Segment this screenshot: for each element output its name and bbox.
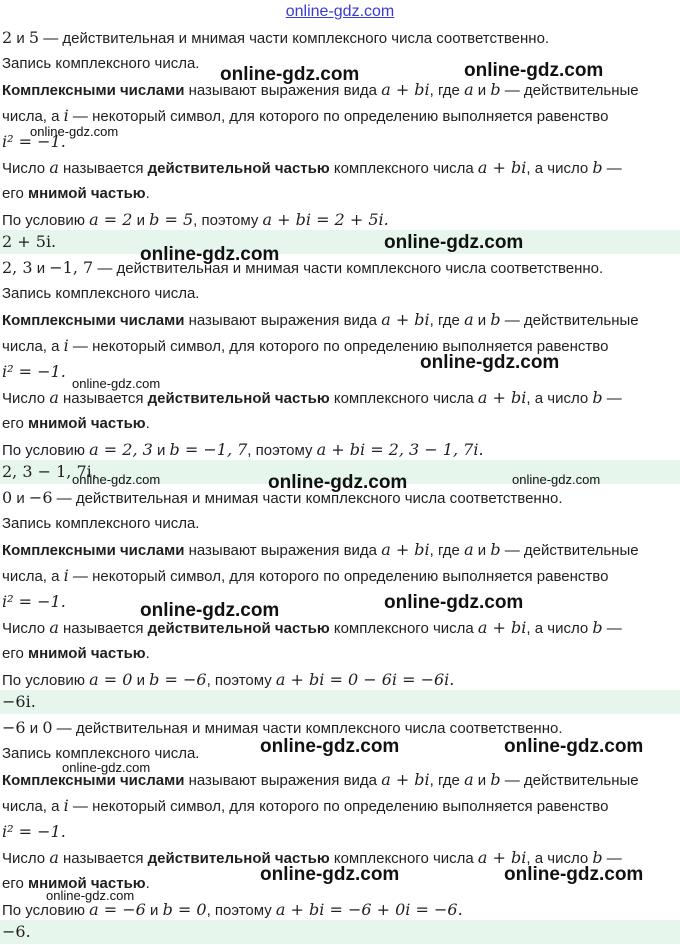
definition-text: — некоторый символ, для которого по определению выполняется равенство — [68, 798, 609, 815]
conjunction: и — [473, 312, 491, 329]
answer-box — [0, 230, 680, 254]
definition-text: числа, а — [2, 568, 64, 585]
conjunction: и — [12, 490, 29, 507]
real-part-text: комплексного числа — [329, 620, 478, 637]
watermark: online-gdz.com — [384, 592, 524, 613]
imag-part-term: мнимой частью — [28, 645, 146, 662]
imaginary-unit-equation: i² = −1. — [2, 132, 66, 151]
definition-text: , где — [429, 312, 465, 329]
definition-text: — действительные — [500, 772, 639, 789]
imaginary-unit-equation: i² = −1. — [2, 592, 66, 611]
real-part-text: , а число — [526, 390, 593, 407]
watermark: online-gdz.com — [46, 888, 135, 903]
real-part-text: называется — [58, 620, 148, 637]
definition-text: , где — [429, 542, 465, 559]
watermark: online-gdz.com — [72, 472, 161, 487]
var-b: b — [592, 618, 603, 637]
var-b: b — [592, 158, 603, 177]
watermark: online-gdz.com — [72, 376, 161, 391]
imag-part-text: его — [2, 185, 28, 202]
definition-term: Комплексными числами — [2, 542, 185, 559]
real-part-value: −6 — [2, 718, 26, 737]
real-part-text: , а число — [526, 160, 593, 177]
var-a: a — [464, 770, 474, 789]
text-line — [2, 184, 150, 204]
imag-part-value: 0 — [42, 718, 53, 737]
condition-text: , поэтому — [206, 672, 276, 689]
watermark: online-gdz.com — [260, 864, 400, 885]
real-part-text: — — [602, 160, 622, 177]
real-part-text: — — [602, 850, 622, 867]
conjunction: и — [32, 260, 50, 277]
real-part-text: называется — [58, 390, 148, 407]
conjunction: и — [152, 442, 170, 459]
condition-text: По условию — [2, 902, 90, 919]
text-line — [2, 210, 389, 231]
text-line — [2, 414, 150, 434]
condition-text: По условию — [2, 672, 90, 689]
definition-text: числа, а — [2, 798, 64, 815]
real-part-text: Число — [2, 850, 50, 867]
imag-part-term: мнимой частью — [28, 185, 146, 202]
real-part-term: действительной частью — [147, 620, 330, 637]
real-part-term: действительной частью — [147, 850, 330, 867]
imaginary-unit-equation: i² = −1. — [2, 822, 66, 841]
var-b: b — [490, 540, 501, 559]
record-heading: Запись комплексного числа. — [2, 55, 200, 72]
formula: a + bi — [381, 310, 430, 329]
imag-part-term: мнимой частью — [28, 875, 146, 892]
watermark: online-gdz.com — [512, 472, 601, 487]
watermark: online-gdz.com — [220, 64, 360, 85]
definition-term: Комплексными числами — [2, 772, 185, 789]
formula: a + bi — [381, 770, 430, 789]
imag-part-text: его — [2, 415, 28, 432]
definition-text: числа, а — [2, 338, 64, 355]
conjunction: и — [132, 212, 150, 229]
definition-text: , где — [429, 82, 465, 99]
watermark: online-gdz.com — [260, 736, 400, 757]
text-line — [2, 670, 454, 691]
watermark: online-gdz.com — [268, 472, 408, 493]
text-line — [2, 796, 608, 817]
var-i: i — [63, 796, 69, 815]
condition-b: b = 0 — [162, 900, 207, 919]
condition-result: a + bi = 2, 3 − 1, 7i. — [316, 440, 484, 459]
real-part-value: 2, 3 — [2, 258, 33, 277]
real-part-text: называется — [58, 160, 148, 177]
answer-value: −6. — [2, 922, 31, 941]
real-part-text: — — [602, 390, 622, 407]
var-a: a — [464, 540, 474, 559]
watermark: online-gdz.com — [420, 352, 560, 373]
text-line — [2, 362, 66, 383]
real-part-text: Число — [2, 160, 50, 177]
imaginary-unit-equation: i² = −1. — [2, 362, 66, 381]
definition-text: — некоторый символ, для которого по определению выполняется равенство — [68, 108, 609, 125]
definition-text: называют выражения вида — [184, 82, 382, 99]
real-part-text: Число — [2, 620, 50, 637]
text-line — [2, 566, 608, 587]
real-part-value: 2 — [2, 28, 13, 47]
definition-text: называют выражения вида — [184, 542, 382, 559]
punctuation: . — [145, 185, 150, 202]
intro-text: — действительная и мнимая части комплексного числа соответственно. — [93, 260, 604, 277]
formula: a + bi — [477, 158, 527, 177]
watermark: online-gdz.com — [62, 760, 151, 775]
record-heading: Запись комплексного числа. — [2, 745, 200, 762]
record-heading: Запись комплексного числа. — [2, 285, 200, 302]
real-part-text: называется — [58, 850, 148, 867]
condition-a: a = 2, 3 — [89, 440, 153, 459]
condition-b: b = −1, 7 — [169, 440, 248, 459]
watermark: online-gdz.com — [384, 232, 524, 253]
watermark: online-gdz.com — [504, 736, 644, 757]
real-part-text: — — [602, 620, 622, 637]
condition-a: a = −6 — [89, 900, 146, 919]
intro-text: — действительная и мнимая части комплексного числа соответственно. — [52, 490, 563, 507]
conjunction: и — [132, 672, 150, 689]
text-line — [2, 592, 66, 613]
answer-value: 2 + 5i. — [2, 232, 57, 251]
conjunction: и — [473, 542, 491, 559]
text-line — [2, 900, 463, 921]
real-part-term: действительной частью — [147, 390, 330, 407]
formula: a + bi — [477, 848, 527, 867]
definition-text: числа, а — [2, 108, 64, 125]
definition-term: Комплексными числами — [2, 312, 185, 329]
real-part-text: комплексного числа — [329, 390, 478, 407]
definition-text: , где — [429, 772, 465, 789]
definition-text: — действительные — [500, 542, 639, 559]
var-b: b — [490, 310, 501, 329]
var-a: a — [49, 848, 59, 867]
var-a: a — [464, 80, 474, 99]
answer-value: 2, 3 − 1, 7i. — [2, 462, 97, 481]
definition-text: — действительные — [500, 82, 639, 99]
condition-text: , поэтому — [193, 212, 263, 229]
punctuation: . — [145, 415, 150, 432]
condition-a: a = 0 — [89, 670, 133, 689]
real-part-text: Число — [2, 390, 50, 407]
var-i: i — [63, 106, 69, 125]
record-heading: Запись комплексного числа. — [2, 515, 200, 532]
text-line — [2, 440, 484, 461]
answer-box — [0, 920, 680, 944]
conjunction: и — [473, 772, 491, 789]
text-line — [2, 644, 150, 664]
var-b: b — [490, 770, 501, 789]
real-part-text: комплексного числа — [329, 160, 478, 177]
var-b: b — [592, 388, 603, 407]
condition-text: , поэтому — [206, 902, 276, 919]
punctuation: . — [145, 645, 150, 662]
text-line — [2, 284, 199, 304]
var-i: i — [63, 336, 69, 355]
intro-text: — действительная и мнимая части комплексного числа соответственно. — [39, 30, 550, 47]
punctuation: . — [145, 875, 150, 892]
formula: a + bi — [381, 80, 430, 99]
answer-box — [0, 690, 680, 714]
real-part-term: действительной частью — [147, 160, 330, 177]
answer-value: −6i. — [2, 692, 36, 711]
watermark: online-gdz.com — [464, 60, 604, 81]
imag-part-term: мнимой частью — [28, 415, 146, 432]
definition-term: Комплексными числами — [2, 82, 185, 99]
watermark: online-gdz.com — [504, 864, 644, 885]
real-part-text: , а число — [526, 850, 593, 867]
text-line — [2, 54, 199, 74]
condition-result: a + bi = −6 + 0i = −6. — [275, 900, 463, 919]
real-part-text: , а число — [526, 620, 593, 637]
conjunction: и — [145, 902, 163, 919]
condition-result: a + bi = 2 + 5i. — [262, 210, 389, 229]
condition-text: По условию — [2, 212, 90, 229]
var-b: b — [490, 80, 501, 99]
definition-text: — действительные — [500, 312, 639, 329]
conjunction: и — [25, 720, 43, 737]
definition-text: называют выражения вида — [184, 312, 382, 329]
condition-result: a + bi = 0 − 6i = −6i. — [275, 670, 455, 689]
var-a: a — [49, 158, 59, 177]
imag-part-value: −1, 7 — [49, 258, 94, 277]
text-line — [2, 28, 549, 49]
watermark: online-gdz.com — [140, 244, 280, 265]
definition-text: — некоторый символ, для которого по определению выполняется равенство — [68, 568, 609, 585]
formula: a + bi — [477, 618, 527, 637]
real-part-value: 0 — [2, 488, 13, 507]
imag-part-text: его — [2, 645, 28, 662]
condition-b: b = 5 — [149, 210, 194, 229]
var-b: b — [592, 848, 603, 867]
site-header-link[interactable]: online-gdz.com — [285, 3, 395, 20]
conjunction: и — [12, 30, 29, 47]
imag-part-value: −6 — [28, 488, 53, 507]
condition-a: a = 2 — [89, 210, 133, 229]
text-line — [2, 388, 622, 409]
imag-part-text: его — [2, 875, 28, 892]
formula: a + bi — [381, 540, 430, 559]
text-line — [2, 618, 622, 639]
real-part-text: комплексного числа — [329, 850, 478, 867]
watermark: online-gdz.com — [30, 124, 119, 139]
var-a: a — [49, 618, 59, 637]
definition-text: называют выражения вида — [184, 772, 382, 789]
text-line — [2, 258, 603, 279]
definition-text: — некоторый символ, для которого по определению выполняется равенство — [68, 338, 609, 355]
text-line — [2, 822, 66, 843]
var-a: a — [49, 388, 59, 407]
condition-b: b = −6 — [149, 670, 207, 689]
imag-part-value: 5 — [28, 28, 40, 47]
text-line — [2, 514, 199, 534]
condition-text: , поэтому — [247, 442, 317, 459]
conjunction: и — [473, 82, 491, 99]
watermark: online-gdz.com — [140, 600, 280, 621]
intro-text: — действительная и мнимая части комплексного числа соответственно. — [52, 720, 563, 737]
var-i: i — [63, 566, 69, 585]
condition-text: По условию — [2, 442, 90, 459]
formula: a + bi — [477, 388, 527, 407]
var-a: a — [464, 310, 474, 329]
text-line — [2, 158, 622, 179]
text-line — [2, 540, 639, 561]
text-line — [2, 310, 639, 331]
